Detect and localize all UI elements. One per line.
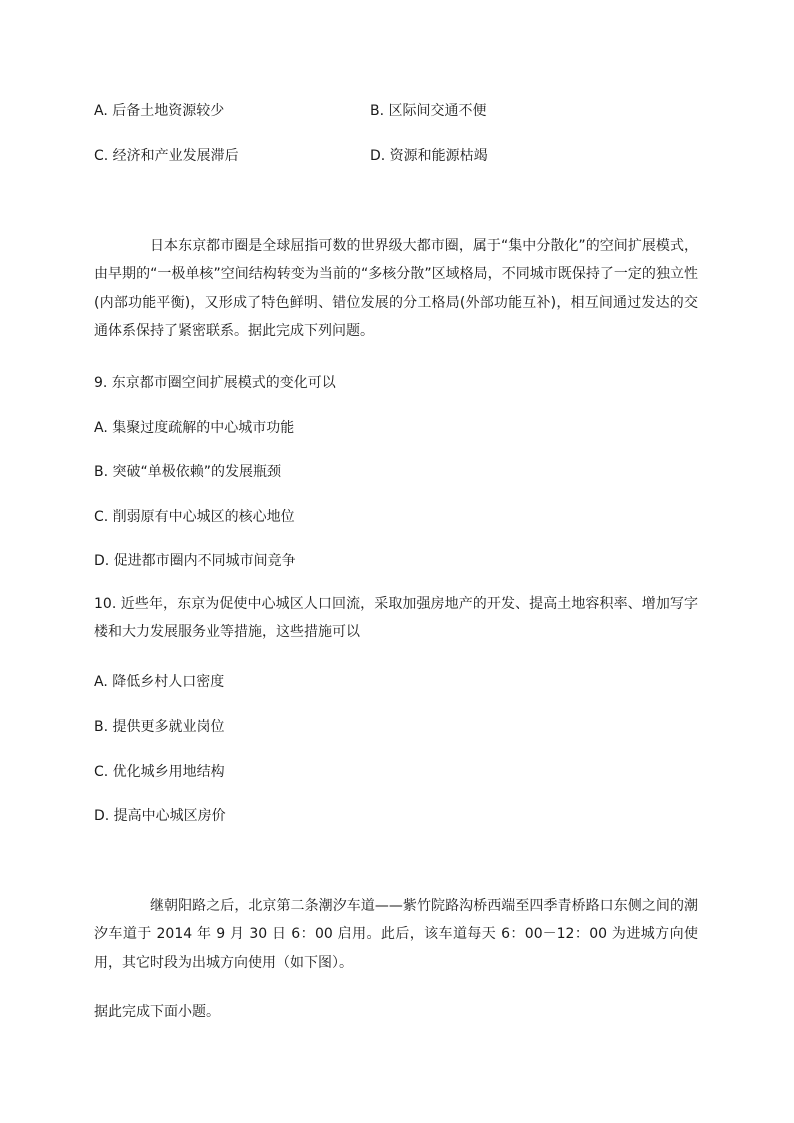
q10-option-a: A. 降低乡村人口密度 [94, 674, 225, 690]
q9-option-b: B. 突破“单极依赖”的发展瓶颈 [94, 464, 282, 480]
q8-option-a: A. 后备土地资源较少 [94, 103, 225, 119]
q9-stem: 9. 东京都市圈空间扩展模式的变化可以 [94, 375, 336, 391]
q10-option-b: B. 提供更多就业岗位 [94, 719, 225, 735]
q8-option-c: C. 经济和产业发展滞后 [94, 148, 239, 164]
q10-option-d: D. 提高中心城区房价 [94, 808, 226, 824]
q8-option-b: B. 区际间交通不便 [370, 103, 487, 119]
q10-stem: 10. 近些年，东京为促使中心城区人口回流，采取加强房地产的开发、提高土地容积率、增加写字楼和大力发展服务业等措施，这些措施可以 [94, 596, 698, 641]
q8-option-d: D. 资源和能源枯竭 [370, 148, 488, 164]
passage-tokyo: 日本东京都市圈是全球屈指可数的世界级大都市圈，属于“集中分散化”的空间扩展模式，由早期的“一极单核”空间结构转变为当前的“多核分散”区域格局，不同城市既保持了一定的独立性(内部功能平衡)，又形成了特色鲜明、错位发展的分工格局(外部功能互补)，相互间通过发达的交通体系保持了紧密联系。据此完成下列问题。 [94, 238, 698, 339]
q9-option-d: D. 促进都市圈内不同城市间竞争 [94, 553, 296, 569]
passage-tidal-lane: 继朝阳路之后，北京第二条潮汐车道——紫竹院路沟桥西端至四季青桥路口东侧之间的潮汐车道于 2014 年 9 月 30 日 6：00 启用。此后，该车道每天 6：00－12：00 为进城方向使用，其它时段为出城方向使用（如下图）。 [94, 898, 698, 971]
q9-option-c: C. 削弱原有中心城区的核心地位 [94, 509, 295, 525]
q10-option-c: C. 优化城乡用地结构 [94, 764, 225, 780]
q9-option-a: A. 集聚过度疏解的中心城市功能 [94, 420, 295, 436]
instruction: 据此完成下面小题。 [94, 1004, 220, 1020]
